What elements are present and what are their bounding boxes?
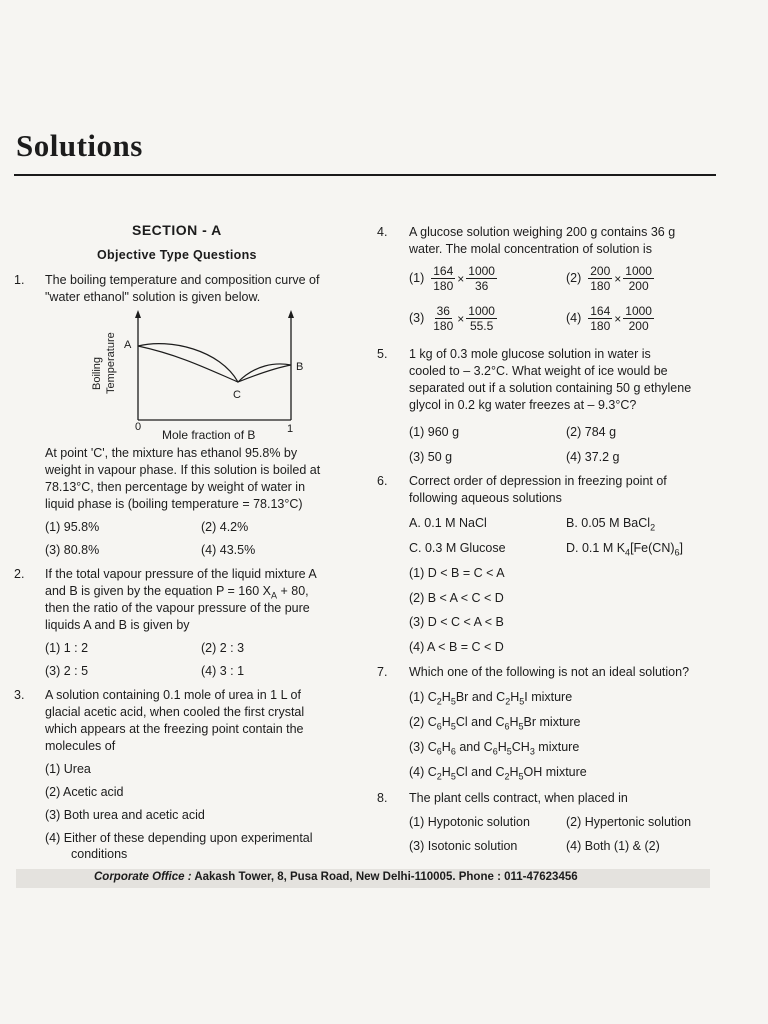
- q1-line-4: weight in vapour phase. If this solution is boiled at: [45, 463, 321, 477]
- q1-number: 1.: [14, 273, 25, 287]
- section-title: SECTION - A: [132, 222, 222, 238]
- q1-line-2: "water ethanol" solution is given below.: [45, 290, 261, 304]
- y-axis-left-arrow: [135, 310, 141, 318]
- q1-line-5: 78.13°C, then percentage by weight of water in: [45, 480, 306, 494]
- q4-line-2: water. The molal concentration of solution is: [409, 242, 652, 256]
- q3-option-4[interactable]: (4) Either of these depending upon experimental: [45, 831, 313, 845]
- y-axis-label-1: Boiling: [91, 356, 103, 390]
- q7-line-1: Which one of the following is not an ideal solution?: [409, 665, 690, 679]
- q2-line-1: If the total vapour pressure of the liquid mixture A: [45, 567, 317, 581]
- vapour-curve: [138, 344, 291, 382]
- point-c-label: C: [233, 389, 241, 401]
- y-axis-right-arrow: [288, 310, 294, 318]
- liquid-curve: [138, 346, 291, 382]
- q2-option-1[interactable]: (1) 1 : 2: [45, 641, 89, 655]
- q5-option-1[interactable]: (1) 960 g: [409, 425, 460, 439]
- q2-number: 2.: [14, 567, 25, 581]
- q7-option-3[interactable]: (3) $C_6H_6$ and $C_6H_5CH_3$ mixture: [409, 740, 580, 757]
- x-start-label: 0: [135, 421, 142, 433]
- q1-option-2[interactable]: (2) 4.2%: [201, 520, 249, 534]
- q4-line-1: A glucose solution weighing 200 g contains 36 g: [409, 225, 676, 239]
- q2-line-4: liquids A and B is given by: [45, 618, 190, 632]
- y-axis-label-2: Temperature: [105, 332, 117, 394]
- section-subtitle: Objective Type Questions: [97, 248, 257, 262]
- q6-line-2: following aqueous solutions: [409, 491, 562, 505]
- q3-number: 3.: [14, 688, 25, 702]
- q6-option-2[interactable]: (2) B < A < C < D: [409, 591, 504, 605]
- q3-option-1[interactable]: (1) Urea: [45, 762, 91, 776]
- q5-option-2[interactable]: (2) 784 g: [566, 425, 617, 439]
- q7-option-4[interactable]: (4) $C_2H_5Cl$ and $C_2H_5OH$ mixture: [409, 765, 587, 782]
- q2-option-2[interactable]: (2) 2 : 3: [201, 641, 245, 655]
- q8-option-4[interactable]: (4) Both (1) & (2): [566, 839, 660, 853]
- q6-option-3[interactable]: (3) D < C < A < B: [409, 615, 504, 629]
- q3-option-3[interactable]: (3) Both urea and acetic acid: [45, 808, 205, 822]
- q5-line-4: glycol in 0.2 kg water freezes at – 9.3°C?: [409, 398, 637, 412]
- footer-text: Corporate Office : Aakash Tower, 8, Pusa Road, New Delhi-110005. Phone : 011-47623456: [94, 871, 578, 883]
- point-a-label: A: [124, 339, 132, 351]
- q2-line-3: then the ratio of the vapour pressure of the pure: [45, 601, 310, 615]
- x-axis-label: Mole fraction of B: [162, 428, 256, 442]
- q4-option-2[interactable]: (2) $\frac{200}{180}$ × $\frac{1000}{200}$: [566, 264, 652, 293]
- q6-option-4[interactable]: (4) A < B = C < D: [409, 640, 504, 654]
- q8-option-2[interactable]: (2) Hypertonic solution: [566, 815, 692, 829]
- q8-number: 8.: [377, 791, 388, 805]
- q5-option-4[interactable]: (4) 37.2 g: [566, 450, 620, 464]
- q8-option-1[interactable]: (1) Hypotonic solution: [409, 815, 530, 829]
- q5-option-3[interactable]: (3) 50 g: [409, 450, 453, 464]
- q1-line-3: At point 'C', the mixture has ethanol 95.8% by: [45, 446, 298, 460]
- q8-line-1: The plant cells contract, when placed in: [409, 791, 628, 805]
- q6-item-a: A. 0.1 M NaCl: [409, 516, 487, 530]
- q6-item-b: B. 0.05 M BaCl$_2$: [566, 516, 656, 533]
- title-rule: [14, 174, 716, 176]
- q4-option-3[interactable]: (3) $\frac{36}{180}$ × $\frac{1000}{55.5}$: [409, 304, 495, 333]
- q3-line-2: glacial acetic acid, when cooled the first crystal: [45, 705, 305, 719]
- q6-number: 6.: [377, 474, 388, 488]
- q6-item-d: D. 0.1 M $K_4[Fe(CN)_6]$: [566, 541, 684, 558]
- q5-line-3: separated out if a solution containing 50 g ethylene: [409, 381, 692, 395]
- q1-option-4[interactable]: (4) 43.5%: [201, 543, 256, 557]
- q2-line-2: and B is given by the equation P = 160 $X_A + 80$,: [45, 584, 309, 601]
- q4-option-1[interactable]: (1) $\frac{164}{180}$ × $\frac{1000}{36}$: [409, 264, 495, 293]
- q7-option-2[interactable]: (2) $C_6H_5Cl$ and $C_6H_5Br$ mixture: [409, 715, 581, 732]
- page-title: Solutions: [16, 128, 143, 163]
- q8-option-3[interactable]: (3) Isotonic solution: [409, 839, 518, 853]
- q3-line-3: which appears at the freezing point contain the: [45, 722, 304, 736]
- q2-option-3[interactable]: (3) 2 : 5: [45, 664, 89, 678]
- q1-option-3[interactable]: (3) 80.8%: [45, 543, 100, 557]
- q6-option-1[interactable]: (1) D < B = C < A: [409, 566, 505, 580]
- q1-option-1[interactable]: (1) 95.8%: [45, 520, 100, 534]
- q3-line-1: A solution containing 0.1 mole of urea in 1 L of: [45, 688, 301, 702]
- q6-line-1: Correct order of depression in freezing point of: [409, 474, 667, 488]
- q5-line-1: 1 kg of 0.3 mole glucose solution in water is: [409, 347, 651, 361]
- q5-number: 5.: [377, 347, 388, 361]
- q4-option-4[interactable]: (4) $\frac{164}{180}$ × $\frac{1000}{200}$: [566, 304, 652, 333]
- q3-option-4-cont: conditions: [71, 847, 128, 861]
- q7-number: 7.: [377, 665, 388, 679]
- q3-option-2[interactable]: (2) Acetic acid: [45, 785, 124, 799]
- boiling-curve-graph: [80, 310, 320, 445]
- q4-number: 4.: [377, 225, 388, 239]
- x-end-label: 1: [287, 423, 294, 435]
- q5-line-2: cooled to – 3.2°C. What weight of ice would be: [409, 364, 668, 378]
- q7-option-1[interactable]: (1) $C_2H_5Br$ and $C_2H_5I$ mixture: [409, 690, 573, 707]
- q6-item-c: C. 0.3 M Glucose: [409, 541, 506, 555]
- q3-line-4: molecules of: [45, 739, 116, 753]
- point-b-label: B: [296, 361, 304, 373]
- q1-line-6: liquid phase is (boiling temperature = 78.13°C): [45, 497, 303, 511]
- q2-option-4[interactable]: (4) 3 : 1: [201, 664, 245, 678]
- q1-line-1: The boiling temperature and composition curve of: [45, 273, 320, 287]
